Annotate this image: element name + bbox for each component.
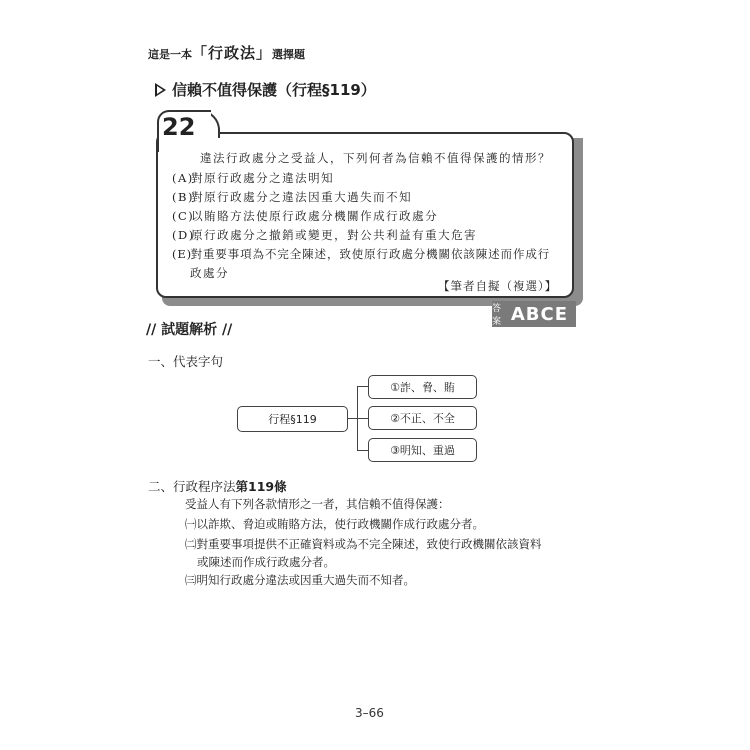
law-item-continuation: 或陳述而作成行政處分者。 (197, 555, 335, 569)
option-letter: (B) (172, 190, 194, 204)
diagram-branch-node: ②不正、不全 (368, 406, 477, 430)
option-text: 以賄賂方法使原行政處分機關作成行政處分 (191, 209, 439, 223)
diagram-connector (357, 418, 368, 419)
question-source: 【筆者自擬（複選）】 (438, 279, 558, 293)
option-e (172, 246, 550, 262)
page-number: 3–66 (355, 706, 384, 720)
option-b (172, 189, 412, 205)
option-text: 對原行政處分之違法因重大過失而不知 (191, 190, 413, 204)
running-header-suffix: 選擇題 (272, 48, 306, 61)
option-a (172, 170, 334, 186)
running-header-prefix: 這是一本 (148, 48, 192, 61)
answer-value: ABCE (510, 303, 568, 325)
option-letter: (C) (172, 209, 195, 223)
diagram-connector (357, 450, 368, 451)
option-letter: (D) (172, 228, 195, 242)
part1-title: 一、代表字句 (148, 354, 224, 369)
option-c (172, 208, 438, 224)
part2-title (148, 477, 287, 495)
triangle-bullet-icon (155, 83, 166, 97)
running-header (148, 42, 305, 63)
option-e-continuation: 政處分 (190, 266, 229, 280)
option-text: 原行政處分之撤銷或變更，對公共利益有重大危害 (191, 228, 478, 242)
section-title (155, 79, 376, 100)
part2-title-prefix: 二、行政程序法 (148, 479, 236, 494)
law-item: ㈢明知行政處分違法或因重大過失而不知者。 (185, 573, 415, 587)
option-letter: (A) (172, 171, 194, 185)
diagram-connector (357, 386, 368, 387)
option-d (172, 227, 477, 243)
question-stem: 違法行政處分之受益人，下列何者為信賴不值得保護的情形？ (200, 151, 551, 165)
diagram-branch-node: ③明知、重過 (368, 438, 477, 462)
part2-intro: 受益人有下列各款情形之一者，其信賴不值得保護： (185, 497, 450, 511)
answer-tab (492, 301, 576, 327)
analysis-title: // 試題解析 // (146, 322, 233, 338)
diagram-branch-node: ①詐、脅、賄 (368, 375, 477, 399)
option-letter: (E) (172, 247, 193, 261)
diagram-root-node: 行程§119 (237, 406, 348, 432)
answer-label: 答案 (492, 304, 502, 327)
question-number: 22 (162, 113, 196, 141)
law-item: ㈠以詐欺、脅迫或賄賂方法，使行政機關作成行政處分者。 (185, 517, 484, 531)
option-text: 對原行政處分之違法明知 (191, 171, 335, 185)
section-title-text: 信賴不值得保護（行程§119） (172, 81, 376, 99)
option-text: 對重要事項為不完全陳述，致使原行政處分機關依該陳述而作成行 (190, 247, 551, 261)
law-item: ㈡對重要事項提供不正確資料或為不完全陳述，致使行政機關依該資料 (185, 537, 542, 551)
part2-title-article: 第119條 (235, 479, 287, 494)
running-header-emphasis: 「行政法」 (192, 44, 273, 62)
